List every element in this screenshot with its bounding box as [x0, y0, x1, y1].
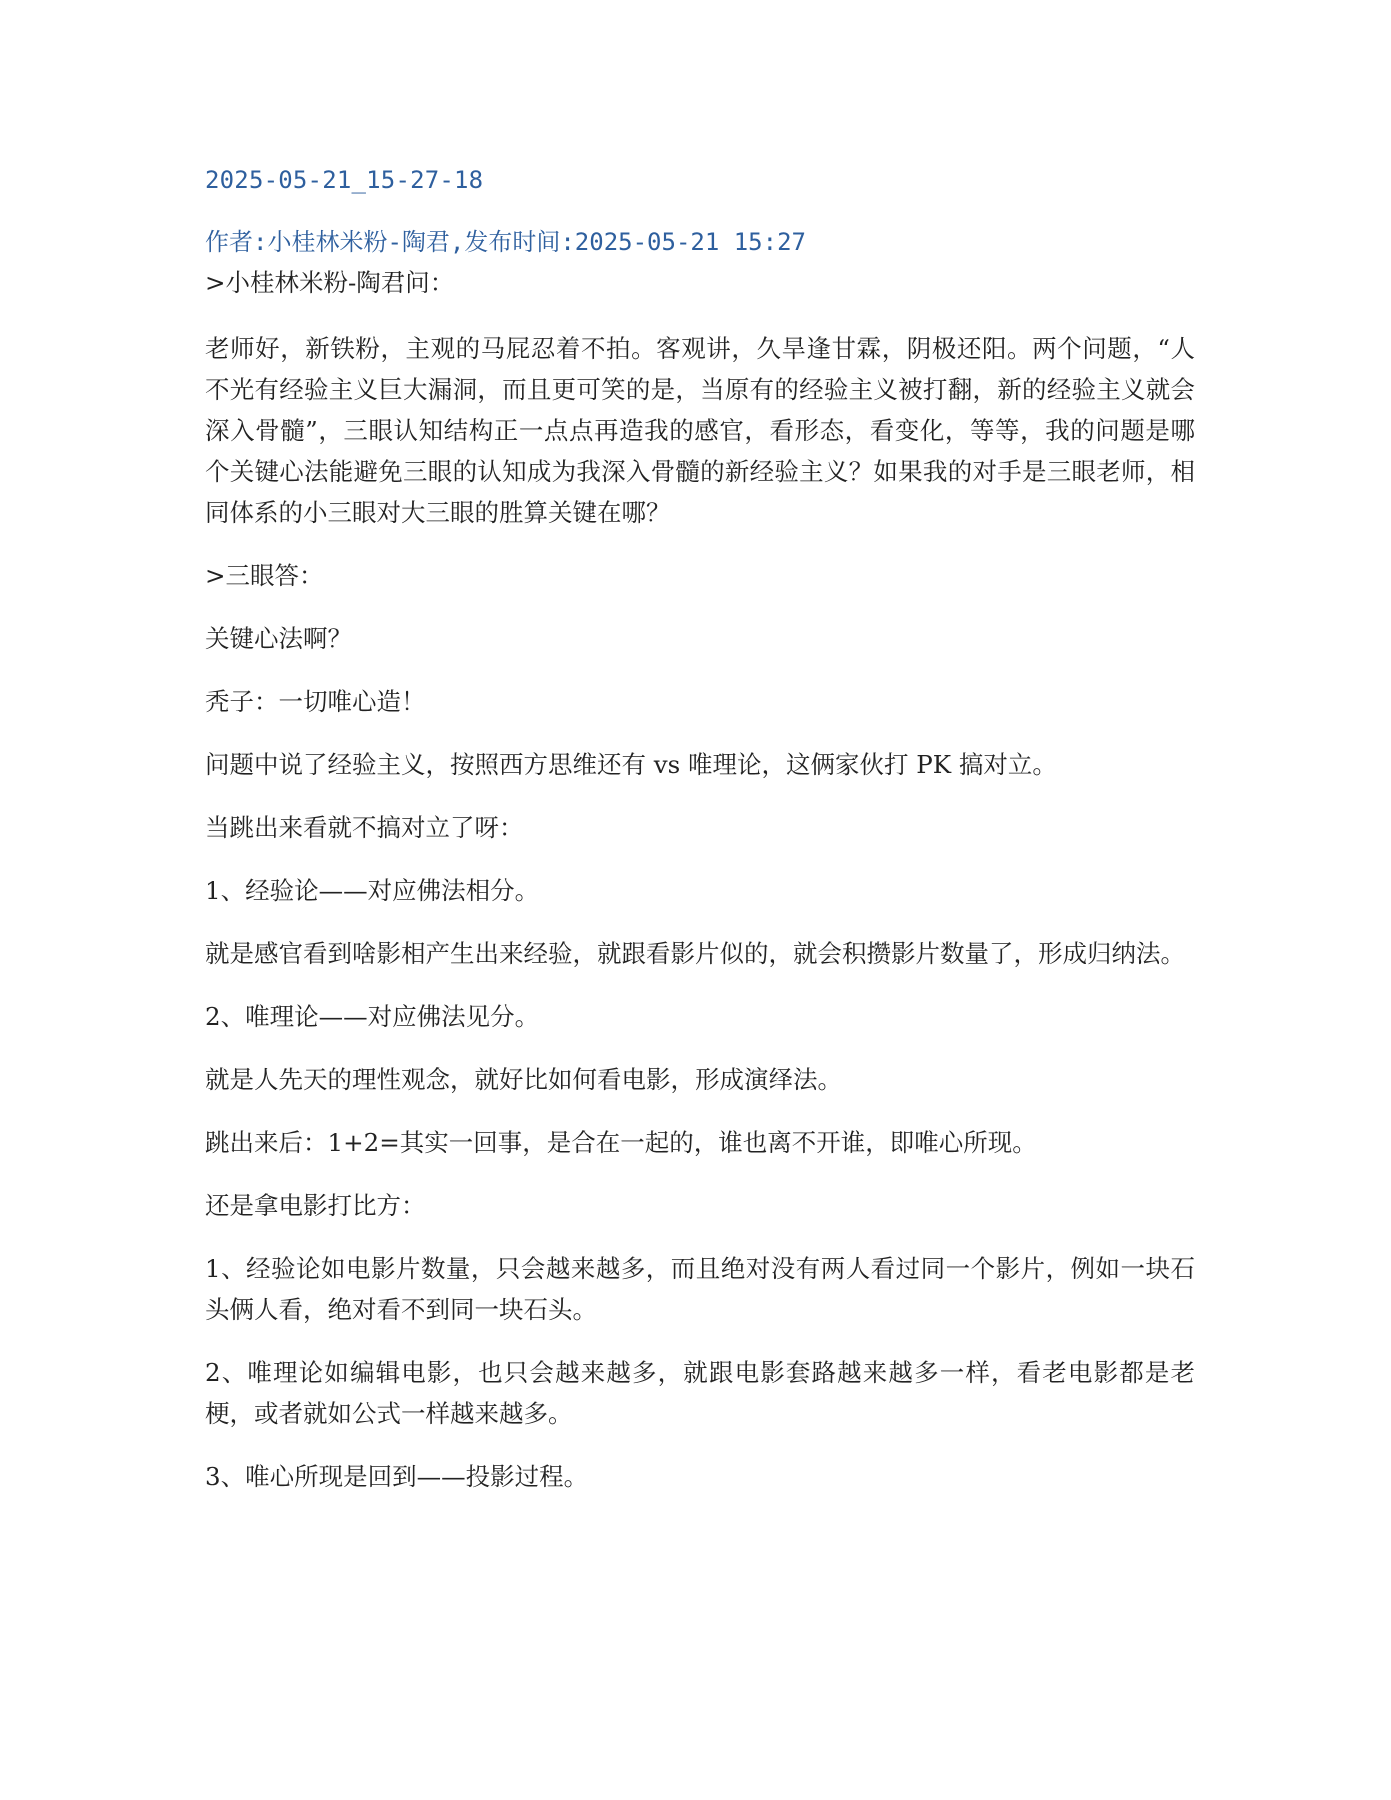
answer-paragraph: 就是人先天的理性观念，就好比如何看电影，形成演绎法。	[205, 1065, 842, 1094]
document-title: 2025-05-21_15-27-18	[205, 166, 484, 194]
answer-header: >三眼答：	[205, 561, 324, 590]
answer-list-item: 1、经验论如电影片数量，只会越来越多，而且绝对没有两人看过同一个影片，例如一块石头俩人看，绝对看不到同一块石头。	[205, 1254, 1195, 1324]
document-content	[205, 160, 1195, 1519]
answer-paragraph: 还是拿电影打比方：	[205, 1191, 426, 1220]
answer-list-item: 2、唯理论——对应佛法见分。	[205, 1002, 540, 1031]
author-publish-meta: 作者:小桂林米粉-陶君,发布时间:2025-05-21 15:27	[205, 228, 806, 256]
answer-paragraph: 当跳出来看就不搞对立了呀：	[205, 813, 524, 842]
question-body: 老师好，新铁粉，主观的马屁忍着不拍。客观讲，久旱逢甘霖，阴极还阳。两个问题，“人不光有经验主义巨大漏洞，而且更可笑的是，当原有的经验主义被打翻，新的经验主义就会深入骨髓”，三眼认知结构正一点点再造我的感官，看形态，看变化，等等，我的问题是哪个关键心法能避免三眼的认知成为我深入骨髓的新经验主义？如果我的对手是三眼老师，相同体系的小三眼对大三眼的胜算关键在哪？	[205, 334, 1195, 527]
answer-paragraph: 跳出来后：1+2=其实一回事，是合在一起的，谁也离不开谁，即唯心所现。	[205, 1128, 1037, 1157]
question-header: >小桂林米粉-陶君问：	[205, 268, 455, 297]
answer-list-item: 1、经验论——对应佛法相分。	[205, 876, 540, 905]
answer-paragraph: 就是感官看到啥影相产生出来经验，就跟看影片似的，就会积攒影片数量了，形成归纳法。	[205, 939, 1185, 968]
answer-paragraph: 秃子：一切唯心造！	[205, 687, 426, 716]
answer-paragraph: 关键心法啊？	[205, 624, 352, 653]
answer-list-item: 3、唯心所现是回到——投影过程。	[205, 1462, 589, 1491]
answer-paragraph: 问题中说了经验主义，按照西方思维还有 vs 唯理论，这俩家伙打 PK 搞对立。	[205, 750, 1057, 779]
answer-list-item: 2、唯理论如编辑电影，也只会越来越多，就跟电影套路越来越多一样，看老电影都是老梗，或者就如公式一样越来越多。	[205, 1358, 1195, 1428]
